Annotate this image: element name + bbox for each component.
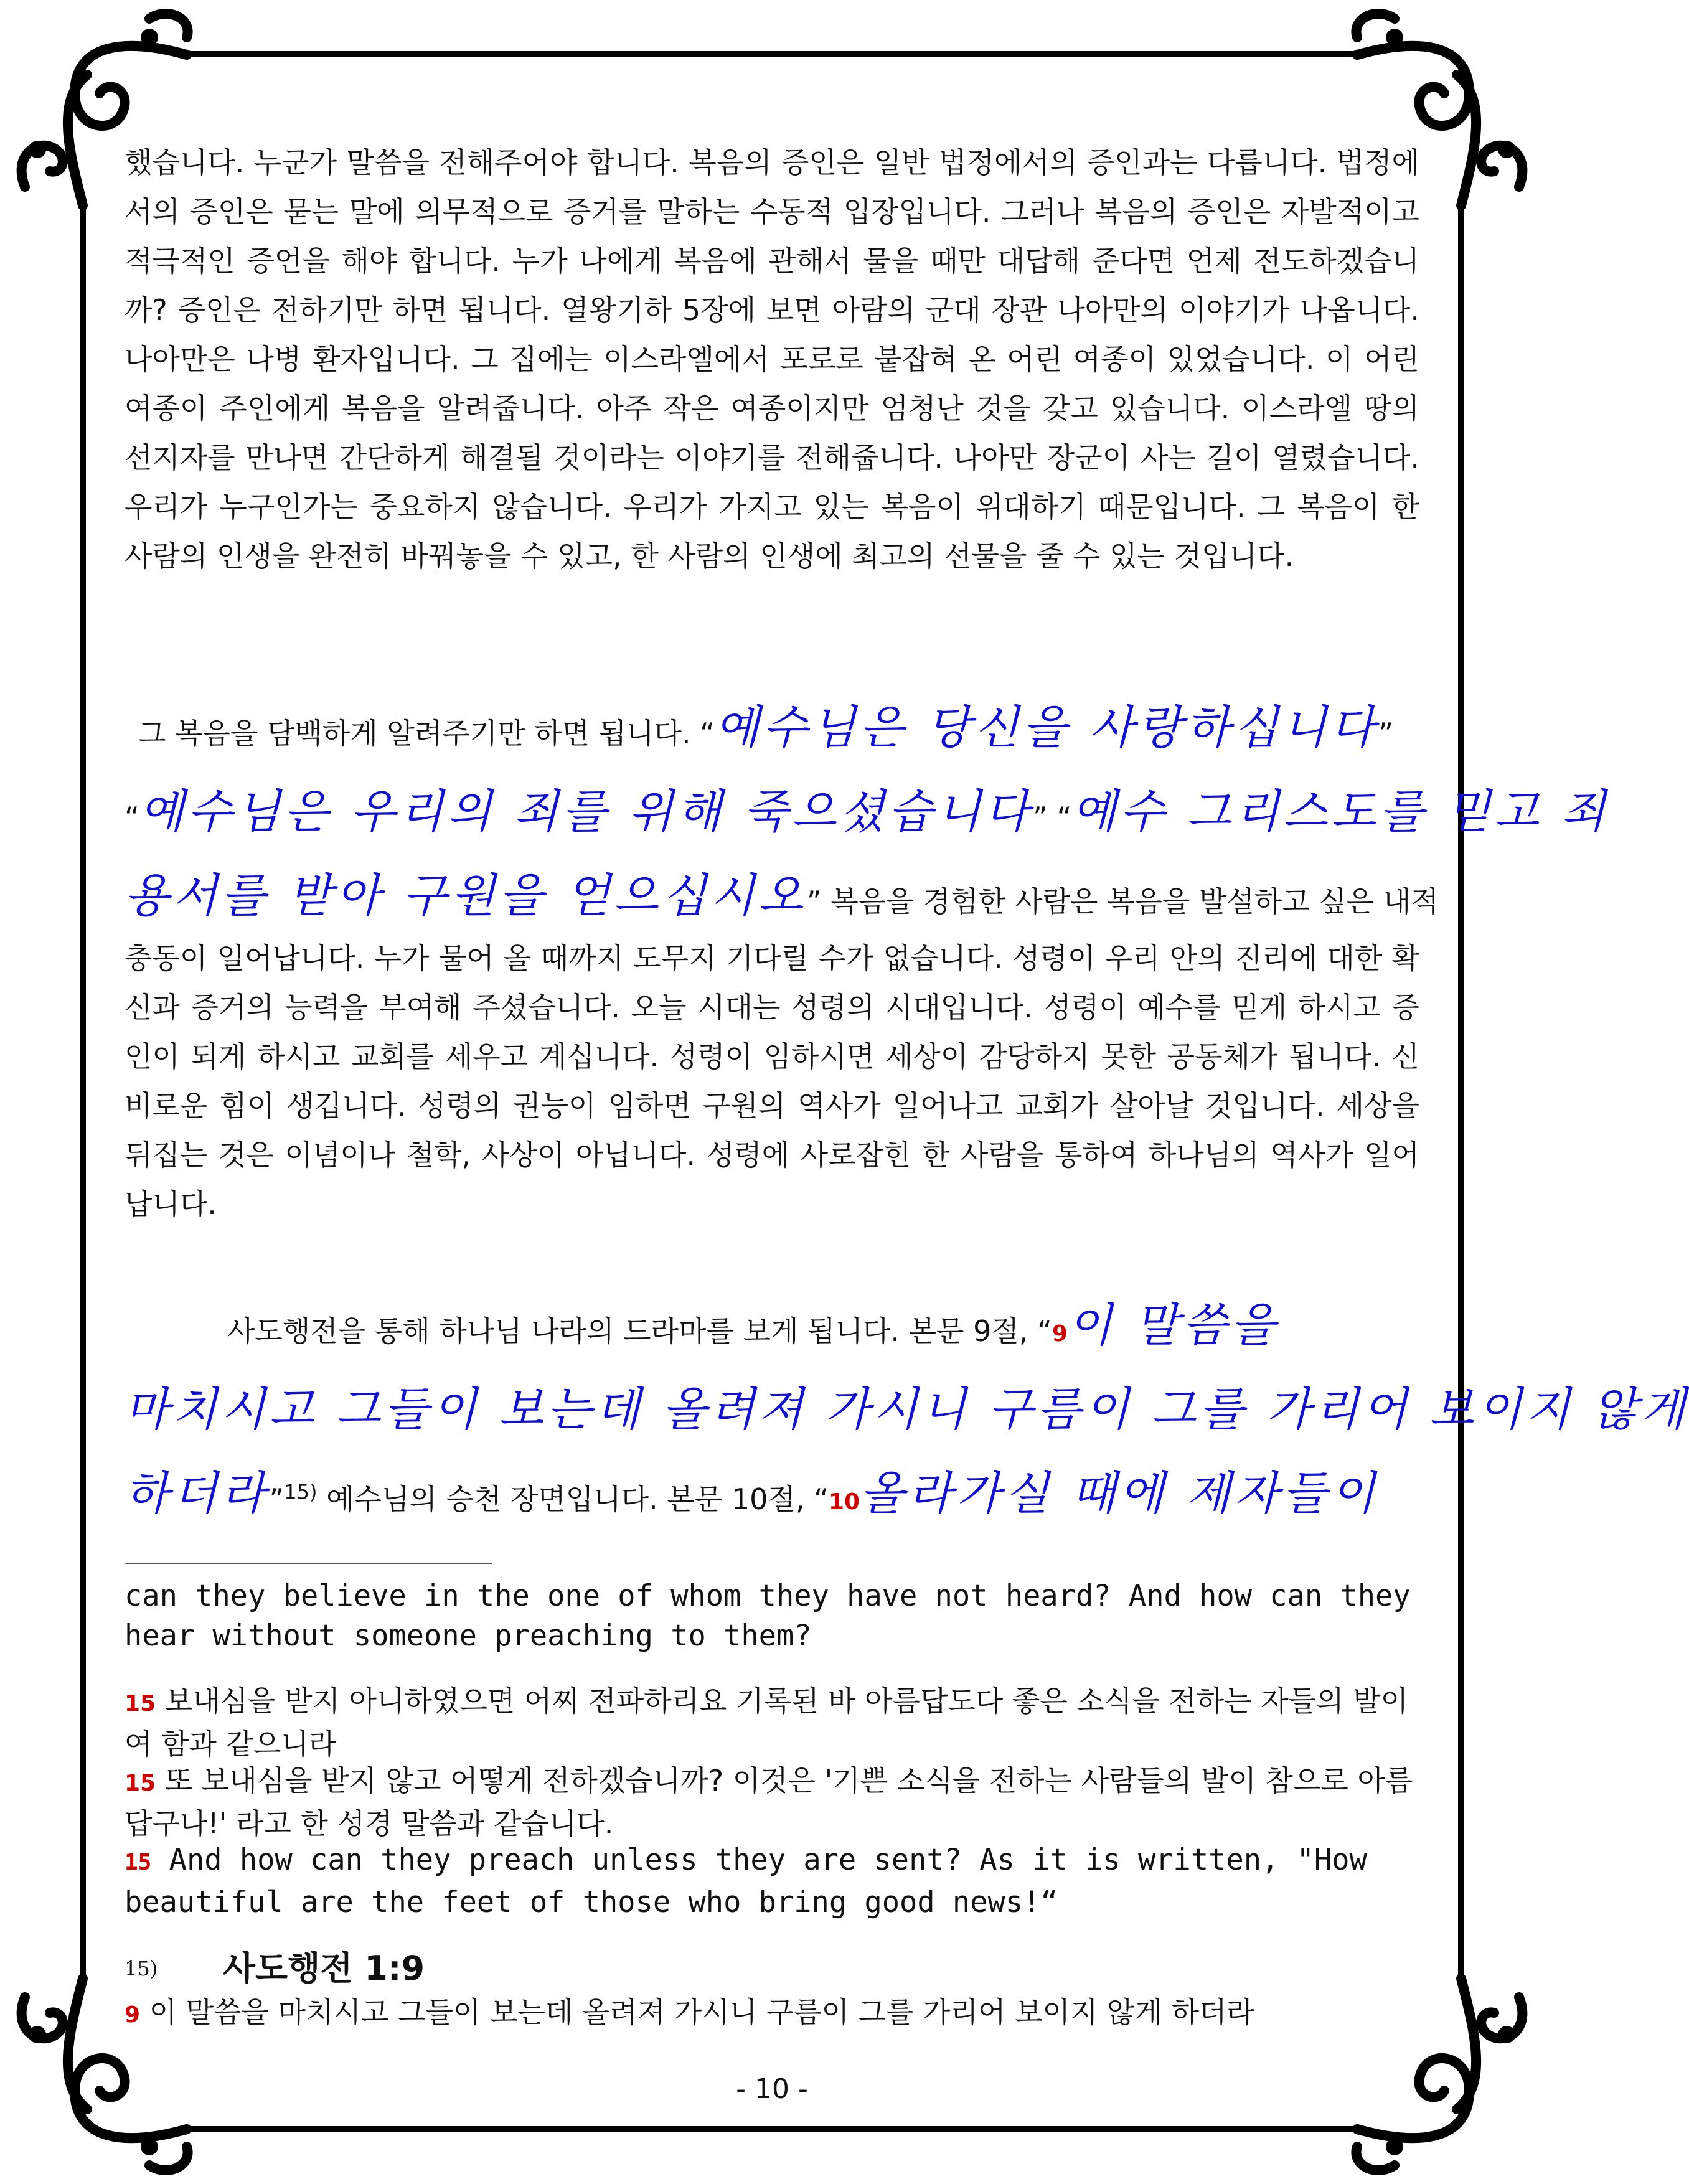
frame-top-line (187, 51, 1357, 57)
footnote-15-verse-9 (125, 1992, 1419, 2035)
paragraph-3-line-1 (227, 1289, 1279, 1355)
p3-close: ” (269, 1482, 285, 1516)
verse-9-quote-part2: 마치시고 그들이 보는데 올려져 가시니 구름이 그를 가리어 보이지 않게 (125, 1383, 1689, 1436)
paragraph-2-line-1 (138, 691, 1393, 757)
frame-right-line (1458, 205, 1464, 1980)
paragraph-2-rest: 충동이 일어납니다. 누가 물어 올 때까지 도무지 기다릴 수가 없습니다. 성령이 우리 안의 진리에 대한 확신과 증거의 능력을 부여해 주셨습니다. 오늘 시대는 성령의 시대입니다. 성령이 예수를 믿게 하시고 증인이 되게 하시고 교회를 세우고 계십니다. 성령이 임하시면 세상이 감당하지 못한 공동체가 됩니다. 신비로운 힘이 생깁니다. 성령의 권능이 임하면 구원의 역사가 일어나고 교회가 살아날 것입니다. 세상을 뒤집는 것은 이념이나 철학, 사상이 아닙니다. 성령에 사로잡힌 한 사람을 통하여 하나님의 역사가 일어납니다. (125, 941, 1419, 1221)
p2-intro: 그 복음을 담백하게 알려주기만 하면 됩니다. “ (138, 717, 715, 750)
verse-15-text-ko2: 또 보내심을 받지 않고 어떻게 전하겠습니까? 이것은 '기쁜 소식을 전하는 사람들의 발이 참으로 아름답구나!' 라고 한 성경 말씀과 같습니다. (125, 1764, 1413, 1840)
footnote-15-title: 사도행전 1:9 (222, 1949, 425, 1988)
paragraph-2-line-2 (125, 775, 1609, 841)
verse-10-number: 10 (828, 1489, 860, 1515)
footnote-v15-korean-1 (125, 1681, 1419, 1764)
verse-15-number: 15 (125, 1691, 156, 1716)
footnote-15-marker: 15) (125, 1957, 158, 1980)
quote-loves-you: 예수님은 당신을 사랑하십니다 (715, 701, 1379, 755)
verse-9-quote-part1: 이 말씀을 (1067, 1299, 1279, 1352)
verse-15-text-ko1: 보내심을 받지 아니하였으면 어찌 전파하리요 기록된 바 아름답도다 좋은 소식을 전하는 자들의 발이여 함과 같으니라 (125, 1684, 1409, 1761)
verse-9-quote-part3: 하더라 (125, 1467, 270, 1520)
p3-intro: 사도행전을 통해 하나님 나라의 드라마를 보게 됩니다. 본문 9절, “ (227, 1314, 1052, 1348)
footnote-ref-15[interactable]: 15) (284, 1480, 318, 1504)
p3-after: 예수님의 승천 장면입니다. 본문 10절, “ (317, 1482, 829, 1516)
p2-mid2: ” “ (1033, 801, 1072, 834)
p2-after3: ” 복음을 경험한 사람은 복음을 발설하고 싶은 내적 (806, 885, 1439, 918)
verse-9-footnote-text: 이 말씀을 마치시고 그들이 보는데 올려져 가시니 구름이 그를 가리어 보이지 않게 하더라 (149, 1995, 1254, 2029)
p2-open2: “ (125, 801, 139, 834)
footnote-v15-english (125, 1840, 1419, 1923)
verse-9-footnote-number: 9 (125, 2002, 141, 2028)
verse-15-number: 15 (125, 1850, 152, 1875)
paragraph-1: 했습니다. 누군가 말씀을 전해주어야 합니다. 복음의 증인은 일반 법정에서의 증인과는 다릅니다. 법정에서의 증인은 묻는 말에 의무적으로 증거를 말하는 수동적 입장입니다. 그러나 복음의 증인은 자발적이고 적극적인 증언을 해야 합니다. 누가 나에게 복음에 관해서 물을 때만 대답해 준다면 언제 전도하겠습니까? 증인은 전하기만 하면 됩니다. 열왕기하 5장에 보면 아람의 군대 장관 나아만의 이야기가 나옵니다. 나아만은 나병 환자입니다. 그 집에는 이스라엘에서 포로로 붙잡혀 온 어린 여종이 있었습니다. 이 어린 여종이 주인에게 복음을 알려줍니다. 아주 작은 여종이지만 엄청난 것을 갖고 있습니다. 이스라엘 땅의 선지자를 만나면 간단하게 해결될 것이라는 이야기를 전해줍니다. 나아만 장군이 사는 길이 열렸습니다. 우리가 누구인가는 중요하지 않습니다. 우리가 가지고 있는 복음이 위대하기 때문입니다. 그 복음이 한 사람의 인생을 완전히 바꿔놓을 수 있고, 한 사람의 인생에 최고의 선물을 줄 수 있는 것입니다. (125, 146, 1419, 573)
frame-bottom-line (187, 2126, 1357, 2132)
p2-close1: ” (1378, 717, 1394, 750)
footnote-15-header (125, 1949, 1419, 1990)
frame-left-line (80, 205, 86, 1980)
footnote-separator (125, 1563, 492, 1564)
verse-10-quote: 올라가실 때에 제자들이 (860, 1467, 1379, 1520)
quote-died-for-sins: 예수님은 우리의 죄를 위해 죽으셨습니다 (139, 785, 1033, 839)
footnote-v15-korean-2 (125, 1761, 1419, 1843)
verse-15-number: 15 (125, 1771, 156, 1796)
paragraph-2-line-3 (125, 859, 1439, 925)
paragraph-3-line-2 (125, 1373, 1689, 1439)
page-number: - 10 - (736, 2073, 808, 2105)
quote-believe-part1: 예수 그리스도를 믿고 죄 (1071, 785, 1609, 839)
verse-15-text-en: And how can they preach unless they are sent? As it is written, "How beautiful are the feet of those who bring good news!“ (125, 1843, 1367, 1919)
quote-believe-part2: 용서를 받아 구원을 얻으십시오 (125, 869, 807, 923)
footnote-continuation-en: can they believe in the one of whom they have not heard? And how can they hear without someone preaching to them? (125, 1579, 1411, 1653)
paragraph-3-line-3 (125, 1457, 1379, 1523)
verse-9-number: 9 (1052, 1321, 1068, 1347)
